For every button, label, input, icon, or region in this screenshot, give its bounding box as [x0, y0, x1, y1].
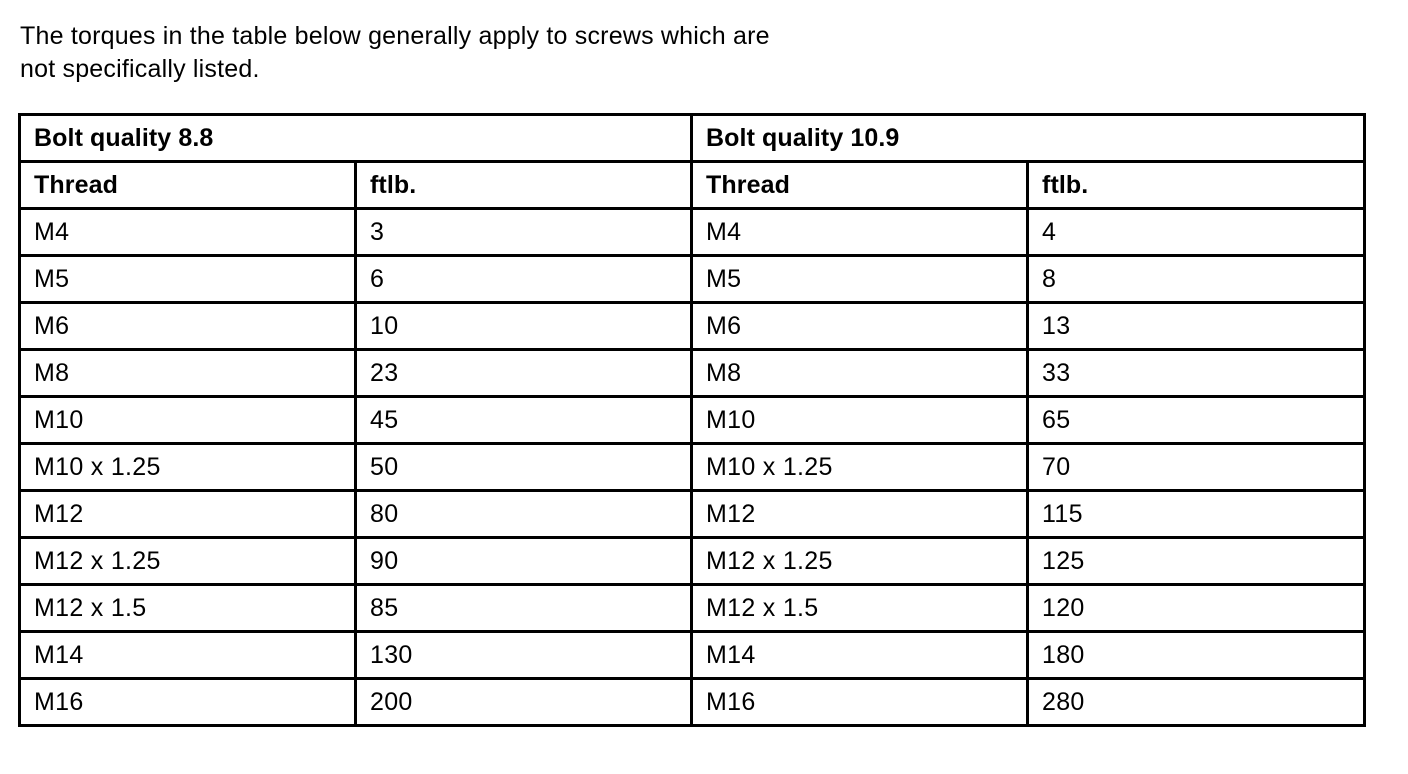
- table-row: [20, 585, 1365, 632]
- cell-thread-10-9: M4: [692, 209, 1028, 256]
- cell-ftlb-8-8: 6: [356, 256, 692, 303]
- cell-thread-10-9: M10 x 1.25: [692, 444, 1028, 491]
- column-header-thread-8-8: Thread: [20, 162, 356, 209]
- cell-thread-10-9: M12 x 1.5: [692, 585, 1028, 632]
- cell-thread-10-9: M16: [692, 679, 1028, 726]
- cell-ftlb-10-9: 115: [1028, 491, 1365, 538]
- table-row: [20, 491, 1365, 538]
- group-header-8-8: Bolt quality 8.8: [20, 115, 692, 162]
- cell-thread-10-9: M8: [692, 350, 1028, 397]
- cell-ftlb-10-9: 70: [1028, 444, 1365, 491]
- cell-ftlb-8-8: 45: [356, 397, 692, 444]
- table-row: [20, 209, 1365, 256]
- torque-table: [18, 113, 1366, 727]
- table-row: [20, 350, 1365, 397]
- intro-text: [20, 20, 920, 86]
- cell-thread-10-9: M10: [692, 397, 1028, 444]
- intro-line-2: not specifically listed.: [20, 55, 260, 83]
- table-row: [20, 303, 1365, 350]
- cell-ftlb-8-8: 90: [356, 538, 692, 585]
- cell-ftlb-8-8: 130: [356, 632, 692, 679]
- column-header-row: [20, 162, 1365, 209]
- cell-ftlb-8-8: 23: [356, 350, 692, 397]
- cell-thread-8-8: M6: [20, 303, 356, 350]
- cell-ftlb-10-9: 125: [1028, 538, 1365, 585]
- cell-thread-10-9: M6: [692, 303, 1028, 350]
- group-header-row: [20, 115, 1365, 162]
- cell-thread-8-8: M14: [20, 632, 356, 679]
- table-row: [20, 632, 1365, 679]
- group-header-10-9: Bolt quality 10.9: [692, 115, 1365, 162]
- table-row: [20, 538, 1365, 585]
- cell-ftlb-8-8: 3: [356, 209, 692, 256]
- cell-thread-8-8: M12: [20, 491, 356, 538]
- cell-ftlb-8-8: 200: [356, 679, 692, 726]
- cell-thread-8-8: M10 x 1.25: [20, 444, 356, 491]
- cell-thread-8-8: M10: [20, 397, 356, 444]
- cell-thread-10-9: M14: [692, 632, 1028, 679]
- column-header-ftlb-10-9: ftlb.: [1028, 162, 1365, 209]
- cell-thread-8-8: M12 x 1.25: [20, 538, 356, 585]
- cell-ftlb-8-8: 50: [356, 444, 692, 491]
- column-header-thread-10-9: Thread: [692, 162, 1028, 209]
- cell-ftlb-10-9: 120: [1028, 585, 1365, 632]
- cell-ftlb-10-9: 280: [1028, 679, 1365, 726]
- cell-thread-8-8: M8: [20, 350, 356, 397]
- table-row: [20, 256, 1365, 303]
- column-header-ftlb-8-8: ftlb.: [356, 162, 692, 209]
- cell-ftlb-10-9: 13: [1028, 303, 1365, 350]
- cell-thread-10-9: M5: [692, 256, 1028, 303]
- cell-thread-10-9: M12: [692, 491, 1028, 538]
- cell-thread-8-8: M5: [20, 256, 356, 303]
- cell-ftlb-10-9: 8: [1028, 256, 1365, 303]
- cell-ftlb-10-9: 65: [1028, 397, 1365, 444]
- cell-ftlb-8-8: 80: [356, 491, 692, 538]
- cell-ftlb-8-8: 85: [356, 585, 692, 632]
- table-row: [20, 444, 1365, 491]
- cell-ftlb-10-9: 33: [1028, 350, 1365, 397]
- cell-thread-8-8: M12 x 1.5: [20, 585, 356, 632]
- table-row: [20, 679, 1365, 726]
- cell-ftlb-8-8: 10: [356, 303, 692, 350]
- cell-thread-10-9: M12 x 1.25: [692, 538, 1028, 585]
- intro-line-1: The torques in the table below generally apply to screws which are: [20, 22, 770, 50]
- cell-thread-8-8: M4: [20, 209, 356, 256]
- table-row: [20, 397, 1365, 444]
- cell-ftlb-10-9: 180: [1028, 632, 1365, 679]
- cell-thread-8-8: M16: [20, 679, 356, 726]
- cell-ftlb-10-9: 4: [1028, 209, 1365, 256]
